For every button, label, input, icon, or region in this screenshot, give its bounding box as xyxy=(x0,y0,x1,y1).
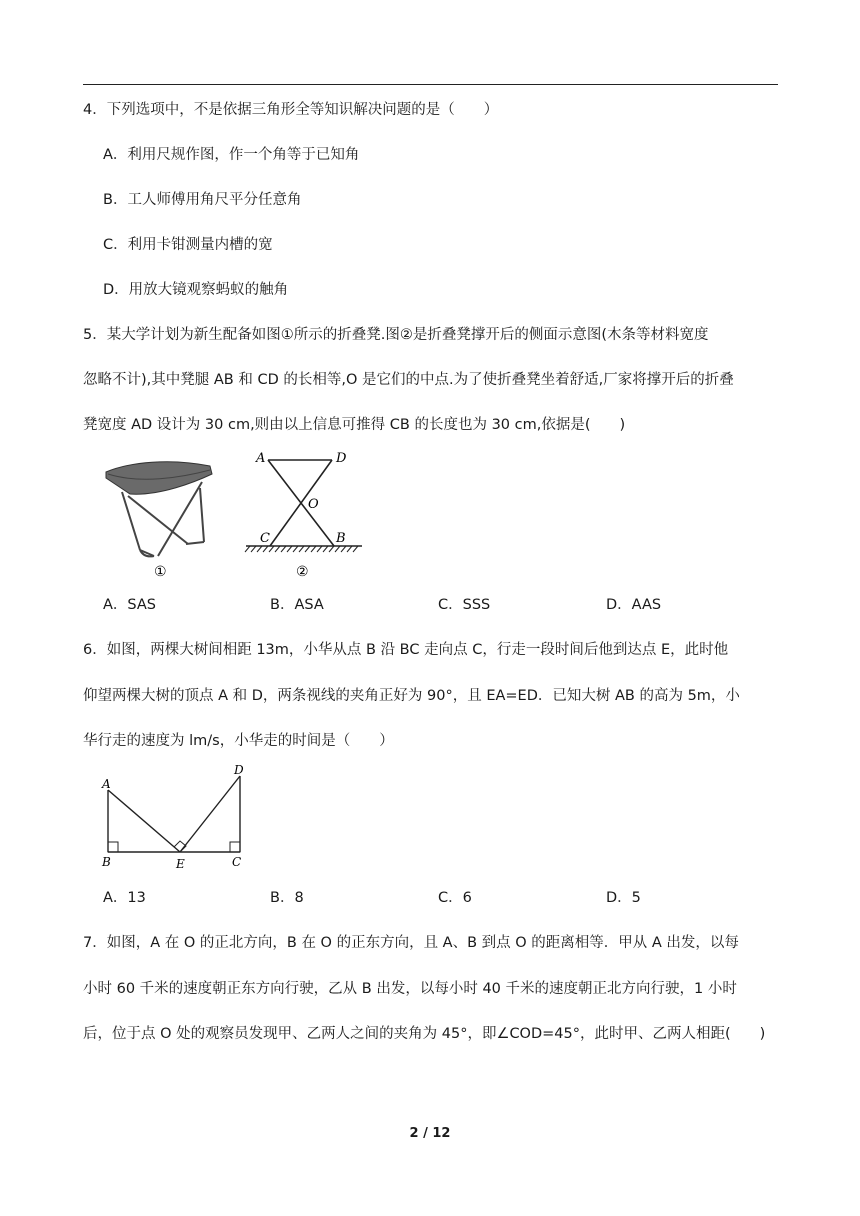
q5-line-2: 忽略不计),其中凳腿 AB 和 CD 的长相等,O 是它们的中点.为了使折叠凳坐着舒适,厂家将撑开后的折叠 xyxy=(83,372,734,388)
q6-option-d: D．5 xyxy=(606,890,641,906)
q4-option-d: D．用放大镜观察蚂蚁的触角 xyxy=(103,282,289,298)
q6-option-c: C．6 xyxy=(438,890,472,906)
q7-line-2: 小时 60 千米的速度朝正东方向行驶，乙从 B 出发，以每小时 40 千米的速度朝正北方向行驶，1 小时 xyxy=(83,981,737,997)
point-d-label: D xyxy=(234,763,244,777)
q5-option-a: A．SAS xyxy=(103,597,157,613)
q5-option-d: D．AAS xyxy=(606,597,662,613)
segment-dc xyxy=(270,460,332,546)
header-rule xyxy=(83,84,778,85)
point-b-label: B xyxy=(102,855,111,869)
fig2-label: ② xyxy=(296,564,309,580)
point-e-label: E xyxy=(176,857,185,871)
q5-line-3: 凳宽度 AD 设计为 30 cm,则由以上信息可推得 CB 的长度也为 30 cm,依据是( ) xyxy=(83,417,626,433)
point-c-label: C xyxy=(232,855,242,869)
q4-option-a: A．利用尺规作图，作一个角等于已知角 xyxy=(103,147,360,163)
q7-line-3: 后，位于点 O 处的观察员发现甲、乙两人之间的夹角为 45°，即∠COD=45°，此时甲、乙两人相距( ) xyxy=(83,1026,766,1042)
point-c-label: C xyxy=(260,531,270,546)
q5-option-b: B．ASA xyxy=(270,597,324,613)
point-b-label: B xyxy=(336,531,346,546)
point-a-label: A xyxy=(256,451,266,466)
q6-line-3: 华行走的速度为 lm/s，小华走的时间是（ ） xyxy=(83,733,394,749)
segment-ed xyxy=(180,776,240,852)
point-a-label: A xyxy=(102,777,111,791)
q4-stem: 4．下列选项中，不是依据三角形全等知识解决问题的是（ ） xyxy=(83,102,499,118)
folding-stool-photo xyxy=(100,452,220,582)
right-angle-b xyxy=(108,842,118,852)
q5-line-1: 5．某大学计划为新生配备如图①所示的折叠凳.图②是折叠凳撑开后的侧面示意图(木条等材料宽度 xyxy=(83,327,709,343)
q6-line-2: 仰望两棵大树的顶点 A 和 D，两条视线的夹角正好为 90°，且 EA=ED．已知大树 AB 的高为 5m，小 xyxy=(83,688,740,704)
right-angle-c xyxy=(230,842,240,852)
q7-line-1: 7．如图，A 在 O 的正北方向，B 在 O 的正东方向，且 A、B 到点 O 的距离相等．甲从 A 出发，以每 xyxy=(83,935,739,951)
point-d-label: D xyxy=(336,451,347,466)
fig1-label: ① xyxy=(154,564,167,580)
q6-option-a: A．13 xyxy=(103,890,146,906)
segment-ae xyxy=(108,790,180,852)
page-number: 2 / 12 xyxy=(409,1126,451,1141)
q4-option-c: C．利用卡钳测量内槽的宽 xyxy=(103,237,273,253)
folding-stool-diagram xyxy=(240,448,380,584)
q5-option-c: C．SSS xyxy=(438,597,491,613)
ground-hatching xyxy=(245,546,358,552)
q6-line-1: 6．如图，两棵大树间相距 13m，小华从点 B 沿 BC 走向点 C，行走一段时间后他到达点 E，此时他 xyxy=(83,642,729,658)
q6-option-b: B．8 xyxy=(270,890,304,906)
point-o-label: O xyxy=(308,497,319,512)
q6-diagram xyxy=(96,762,256,874)
q4-option-b: B．工人师傅用角尺平分任意角 xyxy=(103,192,302,208)
